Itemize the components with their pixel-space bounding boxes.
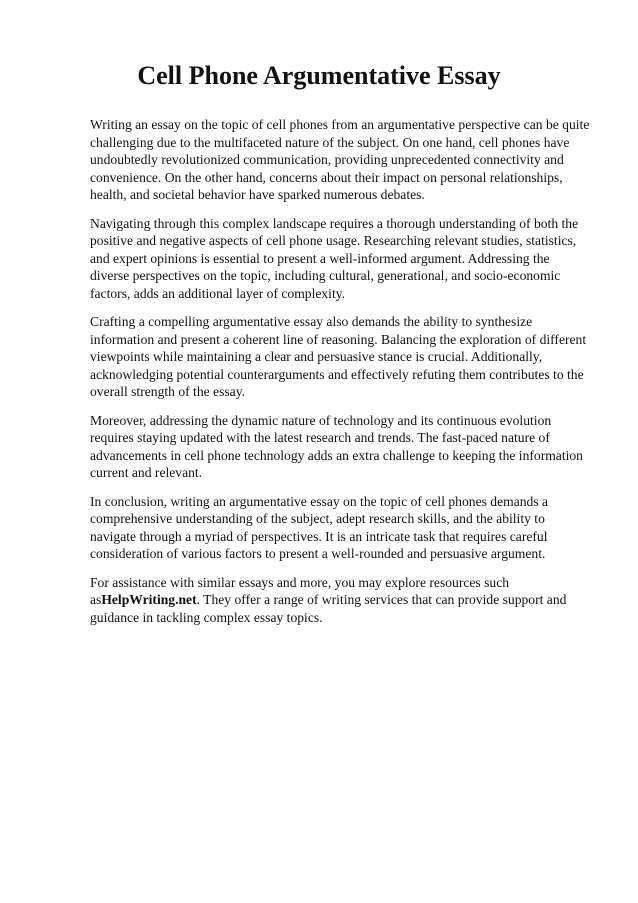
paragraph-2: Navigating through this complex landscape requires a thorough understanding of both the positive and negative aspects of cell phone usage. Researching relevant studies, statistics, and expert opinions is essential to present a well-informed argument. Addressing the diverse perspectives on the topic, including cultural, generational, and socio-economic factors, adds an additional layer of complexity. <box>90 215 579 301</box>
helpwriting-link[interactable]: HelpWriting.net <box>101 592 197 607</box>
page-title: Cell Phone Argumentative Essay <box>137 61 501 90</box>
paragraph-6 <box>90 574 592 627</box>
paragraph-3: Crafting a compelling argumentative essay also demands the ability to synthesize information and present a coherent line of reasoning. Balancing the exploration of different viewpoints while maintaining a clear and persuasive stance is crucial. Additionally, acknowledging potential counterarguments and effectively refuting them contributes to the overall strength of the essay. <box>90 314 587 399</box>
paragraph-4: Moreover, addressing the dynamic nature of technology and its continuous evolution requires staying updated with the latest research and trends. The fast-paced nature of advancements in cell phone technology adds an extra challenge to keeping the information current and relevant. <box>90 412 583 480</box>
paragraph-6-lead: For assistance with similar essays and more, you may explore resources such as <box>90 574 510 607</box>
paragraph-5: In conclusion, writing an argumentative essay on the topic of cell phones demands a comprehensive understanding of the subject, adept research skills, and the ability to navigate through a myriad of perspectives. It is an intricate task that requires careful consideration of various factors to present a well-rounded and persuasive argument. <box>90 493 549 561</box>
paragraph-6-tail: . They offer a range of writing services that can provide support and guidance in tackling complex essay topics. <box>90 592 567 625</box>
paragraph-1: Writing an essay on the topic of cell phones from an argumentative perspective can be quite challenging due to the multifaceted nature of the subject. On one hand, cell phones have undoubtedly revolutionized communication, providing unprecedented connectivity and convenience. On the other hand, concerns about their impact on personal relationships, health, and societal behavior have sparked numerous debates. <box>90 117 590 202</box>
